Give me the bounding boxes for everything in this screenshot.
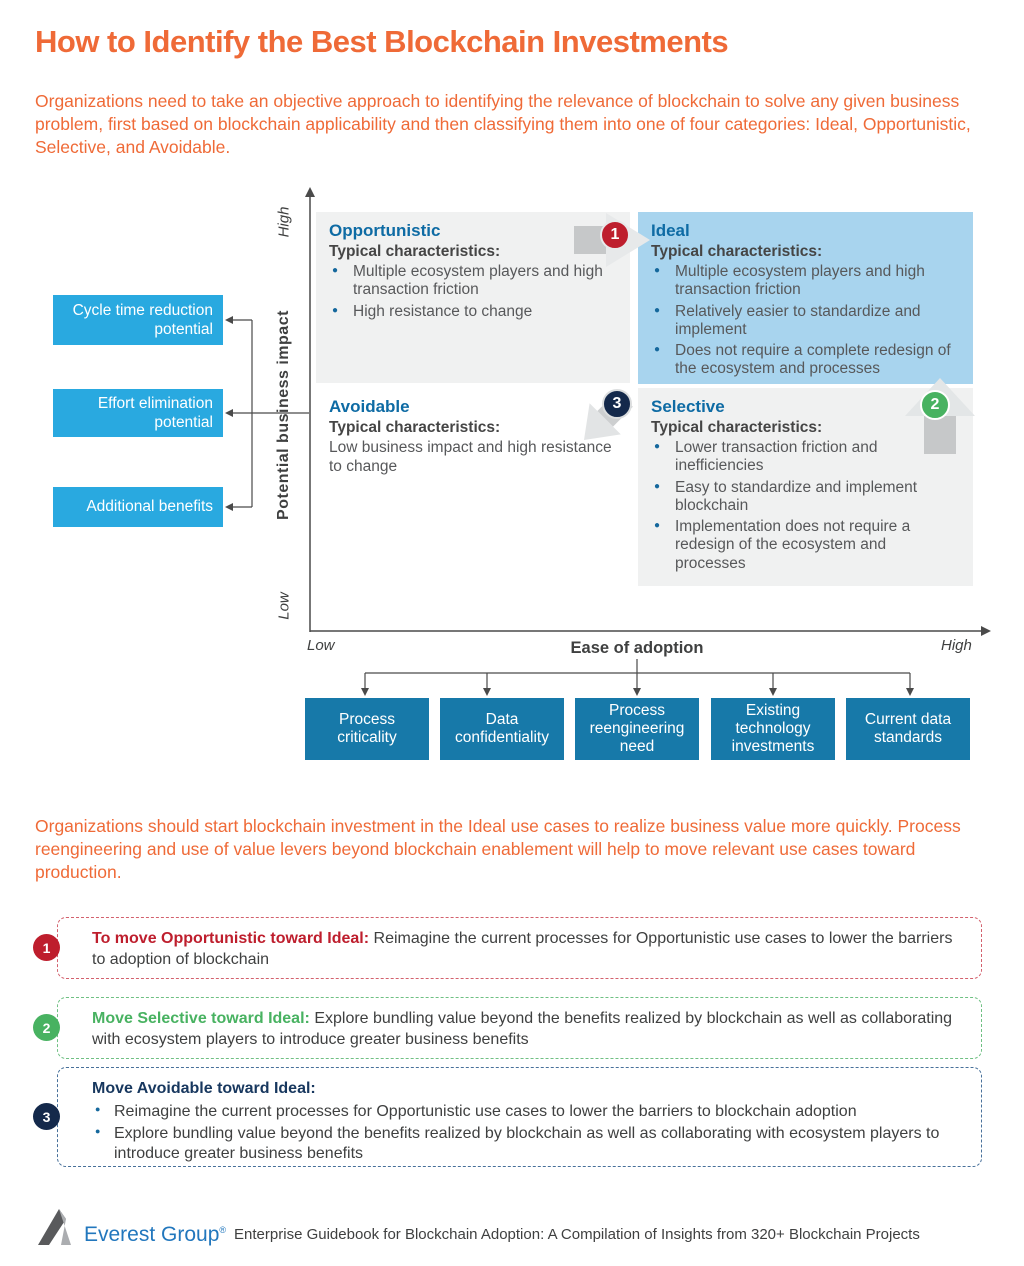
footer-caption: Enterprise Guidebook for Blockchain Adoption: A Compilation of Insights from 320+ Blockchain Projects [234, 1225, 920, 1243]
lever-effort-elimination: Effort elimination potential [53, 389, 223, 437]
y-axis-low-label: Low [275, 592, 293, 620]
quadrant-text: Low business impact and high resistance to change [329, 439, 612, 475]
bullet-item: ● Lower transaction friction and inefficiencies [651, 439, 960, 476]
matrix-badge-1: 1 [600, 220, 630, 250]
quadrant-subtitle: Typical characteristics: [651, 243, 823, 260]
y-axis-title: Potential business impact [275, 310, 292, 520]
footer [38, 1205, 920, 1245]
bullet-item: ● Does not require a complete redesign of the ecosystem and processes [651, 342, 960, 379]
bullet-item: ● Multiple ecosystem players and high transaction friction [329, 263, 617, 300]
callout-bullet-list [92, 1102, 963, 1165]
matrix-badge-2: 2 [920, 390, 950, 420]
quadrant-title: Selective [651, 397, 725, 416]
bullet-item: ● Implementation does not require a redesign of the ecosystem and processes [651, 518, 960, 573]
page-title: How to Identify the Best Blockchain Investments [35, 24, 729, 59]
quadrant-bullet-list [651, 263, 960, 379]
callout-text: Reimagine the current processes for Opportunistic use cases to lower the barriers to adoption of blockchain [92, 930, 953, 968]
bullet-item: ● Multiple ecosystem players and high transaction friction [651, 263, 960, 300]
registered-mark: ® [219, 1225, 227, 1235]
bullet-item: ● Easy to standardize and implement blockchain [651, 479, 960, 516]
callout-avoidable-to-ideal [57, 1067, 982, 1167]
bullet-item: ● Explore bundling value beyond the benefits realized by blockchain as well as collaborating with ecosystem players to introduce greater business benefits [92, 1124, 963, 1166]
factor-current-data-standards: Current data standards [846, 698, 970, 760]
quadrant-subtitle: Typical characteristics: [329, 243, 501, 260]
callout-title: Move Selective toward Ideal: [92, 1010, 310, 1027]
callout-badge-3: 3 [33, 1103, 60, 1130]
factor-data-confidentiality: Data confidentiality [440, 698, 564, 760]
bullet-item: ● Reimagine the current processes for Opportunistic use cases to lower the barriers to blockchain adoption [92, 1102, 963, 1123]
quadrant-title: Opportunistic [329, 221, 441, 240]
lever-cycle-time-reduction: Cycle time reduction potential [53, 295, 223, 345]
callout-opportunistic-to-ideal [57, 917, 982, 979]
brand-name: Everest Group® [84, 1223, 227, 1246]
factor-process-criticality: Process criticality [305, 698, 429, 760]
x-axis-high-label: High [941, 637, 972, 654]
y-axis-high-label: High [275, 206, 293, 238]
quadrant-title: Ideal [651, 221, 690, 240]
x-axis-low-label: Low [307, 637, 335, 654]
callout-selective-to-ideal [57, 997, 982, 1059]
bullet-item: ● High resistance to change [329, 303, 617, 321]
factor-process-reengineering-need: Process reengineering need [575, 698, 699, 760]
quadrant-subtitle: Typical characteristics: [651, 419, 823, 436]
callout-title: Move Avoidable toward Ideal: [92, 1080, 316, 1097]
callout-text: Explore bundling value beyond the benefits realized by blockchain as well as collaborating with ecosystem players to introduce greater business benefits [92, 1010, 953, 1048]
bullet-item: ● Relatively easier to standardize and implement [651, 303, 960, 340]
x-axis-title: Ease of adoption [570, 639, 704, 657]
quadrant-title: Avoidable [329, 397, 410, 416]
quadrant-ideal [638, 212, 973, 384]
lever-additional-benefits: Additional benefits [53, 487, 223, 527]
mid-note-paragraph: Organizations should start blockchain investment in the Ideal use cases to realize business value more quickly. Process reengineering and use of value levers beyond blockchain enablement will help to move relevant use cases toward production. [35, 816, 961, 883]
factor-existing-technology-investments: Existing technology investments [711, 698, 835, 760]
callout-badge-2: 2 [33, 1014, 60, 1041]
matrix-badge-3: 3 [602, 389, 632, 419]
quadrant-bullet-list [329, 263, 617, 321]
callout-badge-1: 1 [33, 934, 60, 961]
intro-paragraph: Organizations need to take an objective approach to identifying the relevance of blockchain to solve any given business problem, first based on blockchain applicability and then classifying them into one of four categories: Ideal, Opportunistic, Selective, and Avoidable. [35, 91, 971, 158]
callout-title: To move Opportunistic toward Ideal: [92, 930, 370, 947]
everest-group-logo-icon [38, 1205, 80, 1245]
quadrant-subtitle: Typical characteristics: [329, 419, 501, 436]
